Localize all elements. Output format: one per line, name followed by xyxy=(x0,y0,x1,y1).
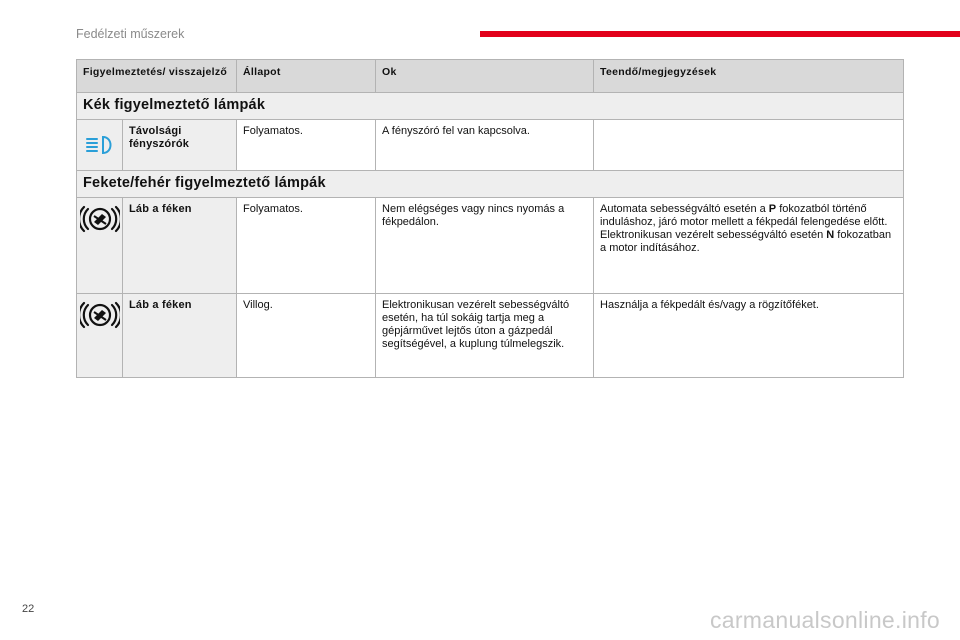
group-title-blue: Kék figyelmeztető lámpák xyxy=(77,93,904,120)
table-header-row xyxy=(77,60,904,93)
foot-on-brake-icon xyxy=(80,204,120,234)
state-cell: Villog. xyxy=(237,294,376,378)
warning-lights-table xyxy=(76,59,904,378)
action-cell: Használja a fékpedált és/vagy a rögzítőféket. xyxy=(594,294,904,378)
page-number: 22 xyxy=(22,603,35,615)
cause-cell: Elektronikusan vezérelt sebességváltó esetén, ha túl sokáig tartja meg a gépjárművet lejtős úton a gázpedál segítségével, a kuplung túlmelegszik. xyxy=(376,294,594,378)
group-title-black-white: Fekete/fehér figyelmeztető lámpák xyxy=(77,171,904,198)
icon-cell xyxy=(77,120,123,171)
watermark: carmanualsonline.info xyxy=(709,607,940,633)
icon-cell xyxy=(77,198,123,294)
group-title-row xyxy=(77,93,904,120)
state-cell: Folyamatos. xyxy=(237,198,376,294)
group-title-row xyxy=(77,171,904,198)
table-row xyxy=(77,294,904,378)
table-row xyxy=(77,120,904,171)
table-row xyxy=(77,198,904,294)
section-title: Fedélzeti műszerek xyxy=(76,27,185,41)
col-header-indicator: Figyelmeztetés/ visszajelző xyxy=(77,60,237,93)
indicator-name: Távolsági fényszórók xyxy=(123,120,237,171)
header-accent-bar xyxy=(480,31,960,37)
state-cell: Folyamatos. xyxy=(237,120,376,171)
indicator-name: Láb a féken xyxy=(123,198,237,294)
col-header-cause: Ok xyxy=(376,60,594,93)
icon-cell xyxy=(77,294,123,378)
action-cell xyxy=(594,120,904,171)
high-beam-icon xyxy=(83,133,117,157)
col-header-action: Teendő/megjegyzések xyxy=(594,60,904,93)
col-header-state: Állapot xyxy=(237,60,376,93)
cause-cell: A fényszóró fel van kapcsolva. xyxy=(376,120,594,171)
foot-on-brake-icon xyxy=(80,300,120,330)
indicator-name: Láb a féken xyxy=(123,294,237,378)
cause-cell: Nem elégséges vagy nincs nyomás a fékpedálon. xyxy=(376,198,594,294)
action-cell: Automata sebességváltó esetén a P fokozatból történő induláshoz, járó motor mellett a fékpedál felengedése előtt. Elektronikusan vezérelt sebességváltó esetén N fokozatban a motor indításához. xyxy=(594,198,904,294)
